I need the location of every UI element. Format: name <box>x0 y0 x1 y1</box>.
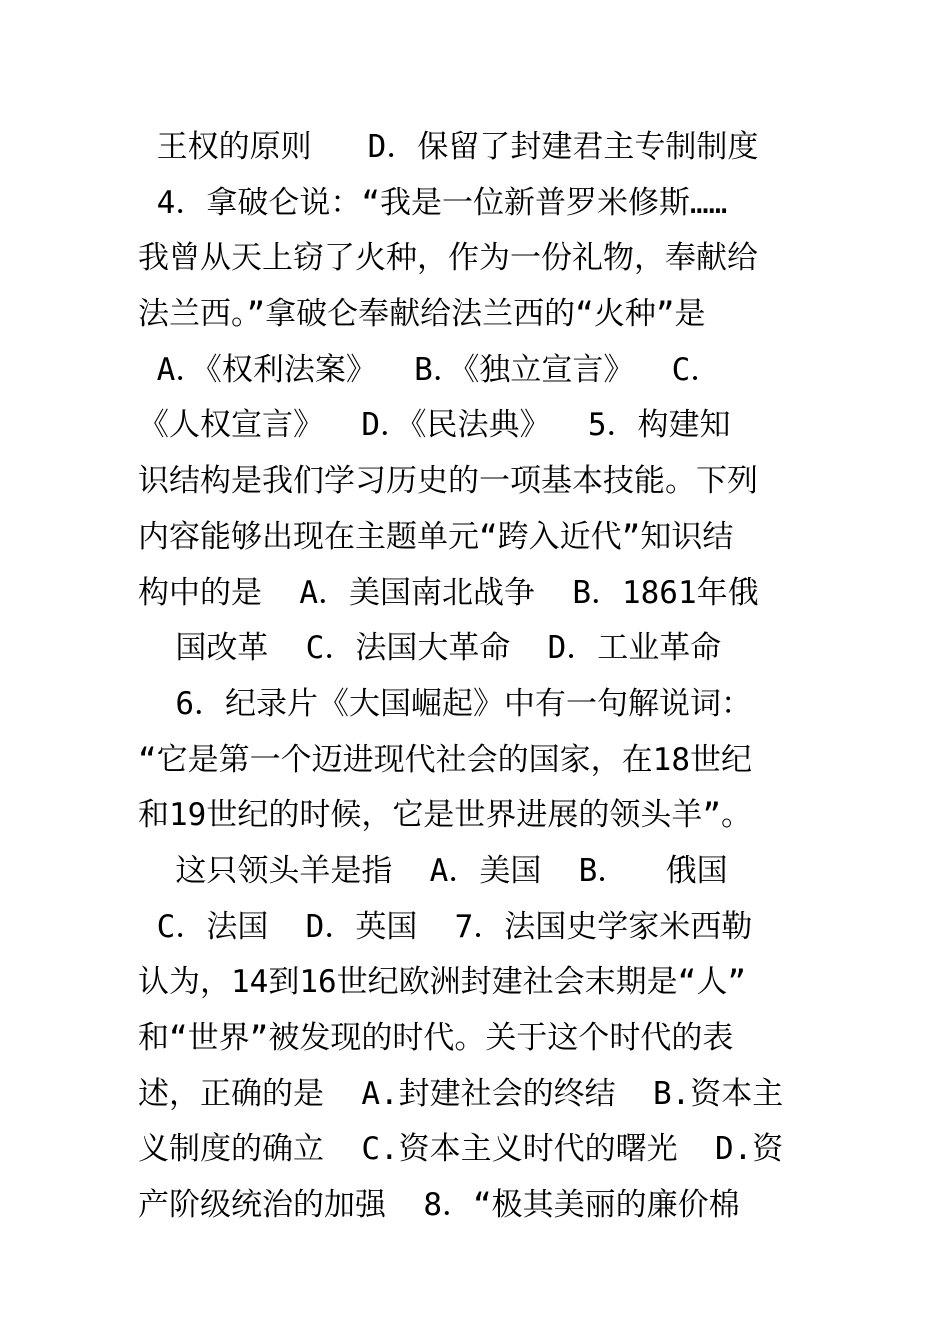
text-line: 和“世界”被发现的时代。关于这个时代的表 <box>138 1020 734 1056</box>
text-line: 我曾从天上窃了火种，作为一份礼物，奉献给 <box>138 240 758 277</box>
text-line: 4．拿破仑说：“我是一位新普罗米修斯…… <box>138 184 728 221</box>
text-line: 述，正确的是 A.封建社会的终结 B.资本主 <box>138 1075 784 1112</box>
text-line: “它是第一个迈进现代社会的国家，在18世纪 <box>138 741 752 778</box>
text-line: 义制度的确立 C.资本主义时代的曙光 D.资 <box>138 1131 784 1168</box>
text-line: 产阶级统治的加强 8．“极其美丽的廉价棉 <box>138 1187 740 1224</box>
text-line: A．《权利法案》 B．《独立宣言》 C． <box>138 351 722 388</box>
text-line: 6．纪录片《大国崛起》中有一句解说词： <box>138 685 752 722</box>
text-line: 国改革 C．法国大革命 D．工业革命 <box>138 630 722 667</box>
text-line: 这只领头羊是指 A．美国 B． 俄国 <box>138 852 728 889</box>
text-line: 王权的原则 D．保留了封建君主专制制度 <box>138 129 759 165</box>
text-line: 内容能够出现在主题单元“跨入近代”知识结 <box>138 518 734 555</box>
body-text <box>138 120 828 1234</box>
text-line: 认为，14到16世纪欧洲封建社会末期是“人” <box>138 964 746 1001</box>
text-line: 《人权宣言》 D．《民法典》 5．构建知 <box>138 407 731 444</box>
text-line: 构中的是 A．美国南北战争 B．1861年俄 <box>138 574 759 611</box>
text-line: 和19世纪的时候，它是世界进展的领头羊”。 <box>138 797 752 834</box>
text-line: C．法国 D．英国 7．法国史学家米西勒 <box>138 908 753 945</box>
text-line: 识结构是我们学习历史的一项基本技能。下列 <box>138 463 758 500</box>
text-line: 法兰西。”拿破仑奉献给法兰西的“火种”是 <box>138 296 706 333</box>
